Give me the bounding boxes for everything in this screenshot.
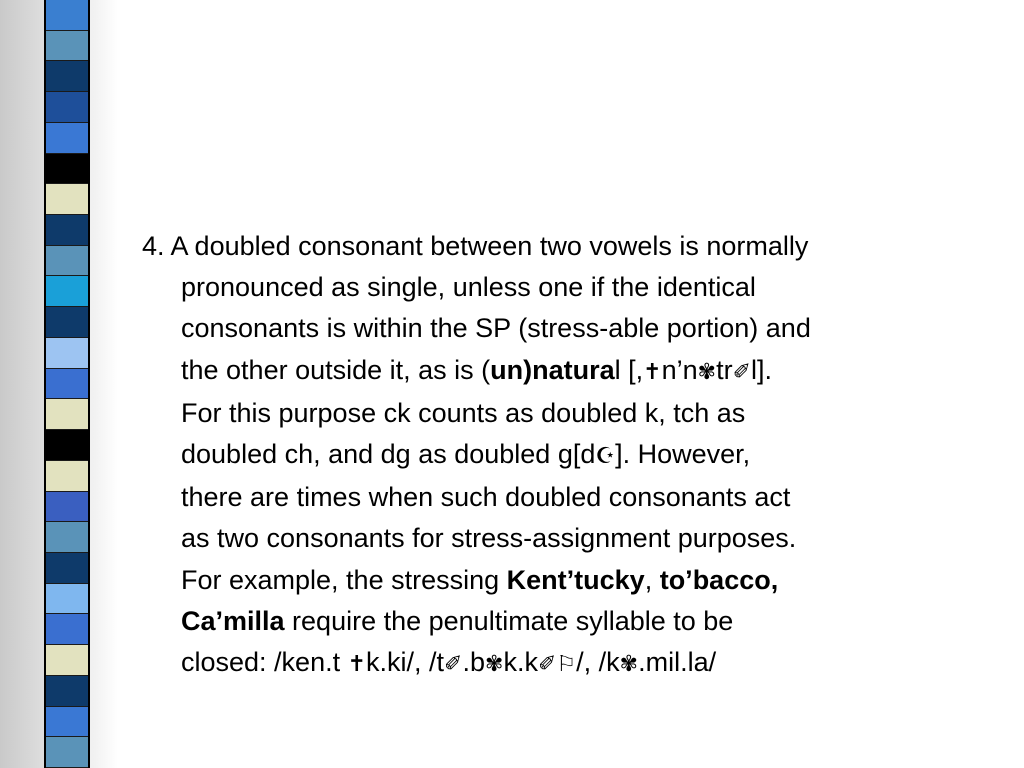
text-run: consonants is within the SP (stress-able portion) and xyxy=(181,313,811,344)
strip-segment xyxy=(46,92,88,123)
strip-segment xyxy=(46,369,88,400)
strip-segment xyxy=(46,522,88,553)
bold-text-run: Kent’tucky xyxy=(506,564,645,595)
strip-segment xyxy=(46,737,88,768)
bold-text-run: Ca’milla xyxy=(181,605,285,636)
text-run: k.ki/, /t xyxy=(366,647,445,678)
strip-segment xyxy=(46,676,88,707)
strip-segment xyxy=(46,645,88,676)
slide-body xyxy=(142,226,1002,685)
text-run: doubled ch, and dg as doubled g[d xyxy=(181,439,596,470)
phonetic-symbol: ✝ xyxy=(643,359,662,385)
text-line xyxy=(142,518,1002,559)
strip-segment xyxy=(46,184,88,215)
text-line xyxy=(142,642,1002,685)
phonetic-symbol: ✾ xyxy=(697,359,717,385)
phonetic-symbol: ✾ xyxy=(485,652,504,678)
decorative-color-strip xyxy=(44,0,90,768)
strip-segment xyxy=(46,61,88,92)
text-line xyxy=(142,308,1002,349)
strip-segment xyxy=(46,31,88,62)
text-run: require the penultimate syllable to be xyxy=(284,605,734,636)
text-line xyxy=(142,267,1002,308)
text-run: , xyxy=(644,564,660,595)
phonetic-symbol: ✐ xyxy=(732,359,752,385)
phonetic-symbol: ✐ xyxy=(444,652,463,678)
text-run: /, /k xyxy=(576,647,620,678)
text-run: pronounced as single, unless one if the identical xyxy=(181,272,756,303)
text-run: For example, the stressing xyxy=(181,564,507,595)
phonetic-symbol: ✾ xyxy=(619,652,639,678)
text-run: n’n xyxy=(661,354,698,385)
text-line xyxy=(142,434,1002,477)
text-run: there are times when such doubled consonants act xyxy=(181,482,791,513)
bold-text-run: to’bacco, xyxy=(659,564,779,595)
bold-text-run: un)natura xyxy=(490,354,615,385)
text-run: the other outside it, as is ( xyxy=(181,354,491,385)
strip-segment xyxy=(46,338,88,369)
phonetic-symbol: ☪ xyxy=(595,444,616,470)
text-line xyxy=(142,560,1002,601)
strip-segment xyxy=(46,492,88,523)
strip-segment xyxy=(46,399,88,430)
text-run: as two consonants for stress-assignment purposes. xyxy=(181,523,797,554)
strip-segment xyxy=(46,430,88,461)
text-run: closed: /ken.t xyxy=(181,647,348,678)
text-run: .mil.la/ xyxy=(638,647,717,678)
text-line xyxy=(142,393,1002,434)
strip-segment xyxy=(46,707,88,738)
text-line xyxy=(142,477,1002,518)
phonetic-symbol: ✐ xyxy=(537,652,557,678)
strip-segment xyxy=(46,461,88,492)
phonetic-symbol: ✝ xyxy=(347,652,367,678)
text-run: l]. xyxy=(751,354,773,385)
text-run: For this purpose ck counts as doubled k, tch as xyxy=(181,397,746,428)
text-line xyxy=(142,226,1002,267)
strip-segment xyxy=(46,215,88,246)
text-run: l [, xyxy=(614,354,644,385)
strip-segment xyxy=(46,123,88,154)
text-line xyxy=(142,350,1002,393)
strip-segment xyxy=(46,246,88,277)
strip-segment xyxy=(46,0,88,31)
text-run: k.k xyxy=(503,647,538,678)
text-run: 4. A doubled consonant between two vowels is normally xyxy=(142,231,809,261)
text-run: ]. However, xyxy=(615,439,751,470)
text-run: tr xyxy=(716,354,733,385)
paragraph-doubled-consonants xyxy=(142,226,1002,685)
strip-segment xyxy=(46,307,88,338)
strip-segment xyxy=(46,276,88,307)
strip-segment xyxy=(46,614,88,645)
text-run: .b xyxy=(462,647,486,678)
phonetic-symbol: ⚐ xyxy=(556,652,577,678)
strip-segment xyxy=(46,584,88,615)
text-line xyxy=(142,601,1002,642)
strip-segment xyxy=(46,553,88,584)
strip-segment xyxy=(46,154,88,185)
